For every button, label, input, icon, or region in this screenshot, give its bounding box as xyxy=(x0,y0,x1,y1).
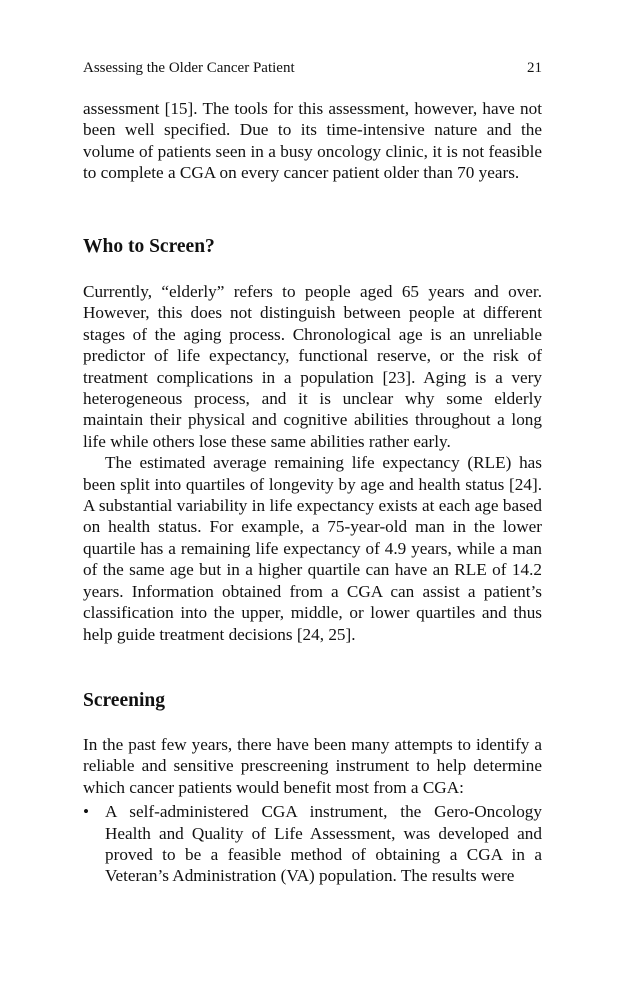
section-heading-screening: Screening xyxy=(83,690,165,711)
list-item-text: A self-administered CGA instrument, the Gero-Oncology Health and Quality of Life Assessment, was developed and proved to be a feasible method of obtaining a CGA in a Veteran’s Administration (VA) population. The results were xyxy=(105,802,542,886)
section-screening-body xyxy=(83,734,542,887)
section-heading-who-to-screen: Who to Screen? xyxy=(83,236,215,257)
list-item xyxy=(83,801,542,887)
running-head xyxy=(83,60,542,77)
page-number: 21 xyxy=(527,60,542,76)
running-title: Assessing the Older Cancer Patient xyxy=(83,60,295,76)
paragraph: In the past few years, there have been many attempts to identify a reliable and sensitive prescreening instrument to help determine which cancer patients would benefit most from a CGA: xyxy=(83,735,542,797)
bullet-icon: • xyxy=(83,802,90,822)
section-who-to-screen-body xyxy=(83,281,542,645)
paragraph: The estimated average remaining life expectancy (RLE) has been split into quartiles of longevity by age and health status [24]. A substantial variability in life expectancy exists at each age based on health status. For example, a 75-year-old man in the lower quartile has a remaining life expectancy of 4.9 years, while a man of the same age but in a higher quartile can have an RLE of 14.2 years. Information obtained from a CGA can assist a patient’s classification into the upper, middle, or lower quartiles and thus help guide treatment decisions [24, 25]. xyxy=(83,453,542,644)
paragraph: Currently, “elderly” refers to people aged 65 years and over. However, this does not distinguish between people at different stages of the aging process. Chronological age is an unreliable predictor of life expectancy, functional reserve, or the risk of treatment complications in a population [23]. Aging is a very heterogeneous process, and it is unclear why some elderly maintain their physical and cognitive abilities throughout a long life while others lose these same abilities rather early. xyxy=(83,282,542,451)
intro-paragraph: assessment [15]. The tools for this assessment, however, have not been well specified. Due to its time-intensive nature and the volume of patients seen in a busy oncology clinic, it is not feasible to complete a CGA on every cancer patient older than 70 years. xyxy=(83,99,542,183)
bullet-list xyxy=(83,801,542,887)
